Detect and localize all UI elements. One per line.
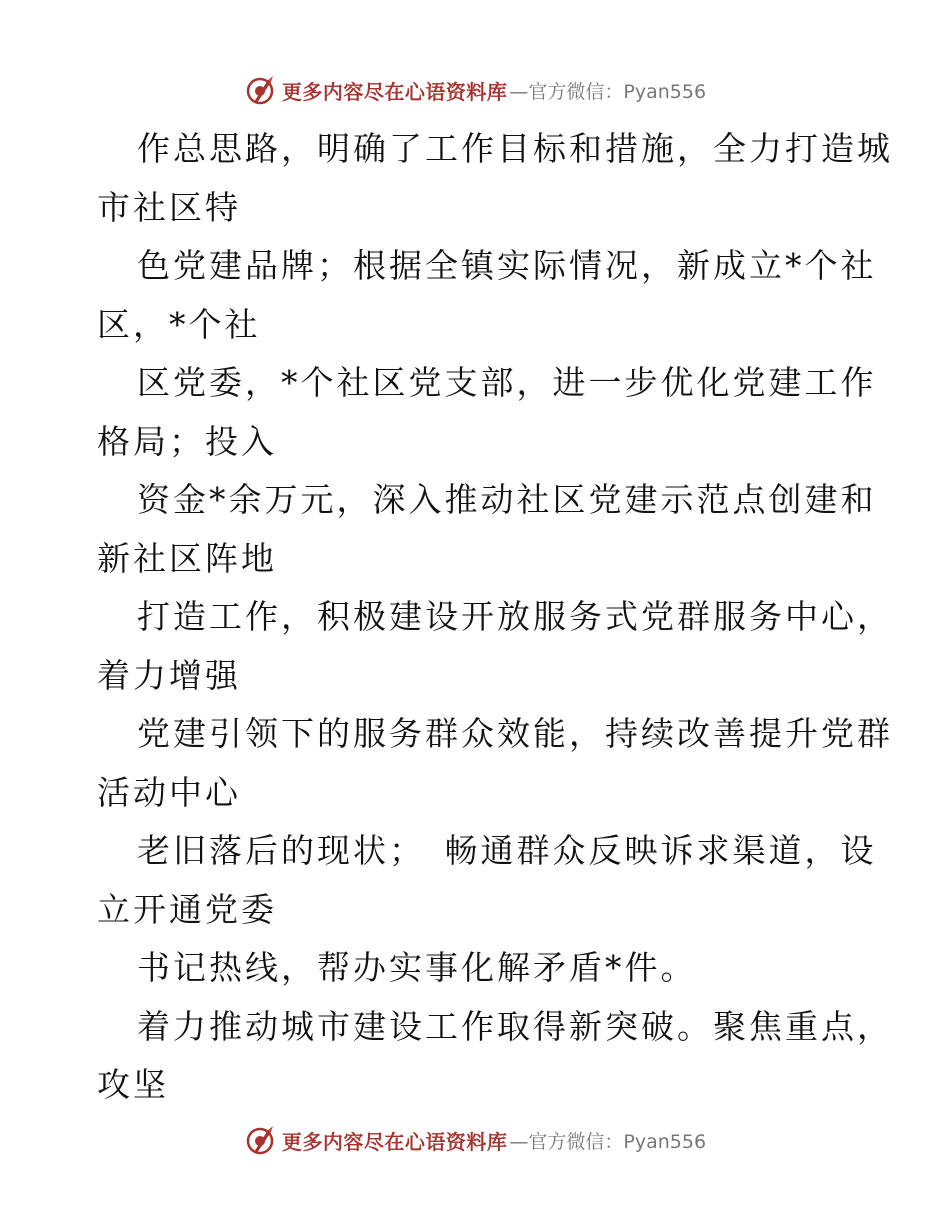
text-line: 格局；投入: [97, 421, 277, 461]
quill-pen-circle-icon: [244, 1124, 276, 1156]
text-line: 老旧落后的现状； 畅通群众反映诉求渠道，设: [137, 831, 877, 870]
text-line: 攻坚: [97, 1065, 169, 1104]
text-line: 区党委，*个社区党支部，进一步优化党建工作: [137, 363, 877, 402]
text-line: 新社区阵地: [97, 538, 277, 578]
text-line: 活动中心: [97, 772, 241, 812]
banner-title: 更多内容尽在心语资料库: [281, 79, 508, 104]
banner-contact: —官方微信：Pyan556: [509, 1130, 707, 1153]
banner-contact: —官方微信：Pyan556: [509, 80, 707, 103]
text-line: 资金*余万元，深入推动社区党建示范点创建和: [137, 480, 877, 519]
footer-banner: [0, 1120, 950, 1160]
text-line: 打造工作，积极建设开放服务式党群服务中心，: [137, 597, 893, 636]
text-line: 区，*个社: [97, 304, 261, 344]
text-line: 作总思路，明确了工作目标和措施，全力打造城: [137, 129, 893, 168]
text-line: 着力增强: [97, 655, 241, 695]
quill-pen-circle-icon: [244, 74, 276, 106]
text-line: 党建引领下的服务群众效能，持续改善提升党群: [137, 714, 893, 753]
banner-title: 更多内容尽在心语资料库: [281, 1129, 508, 1154]
document-body: [97, 120, 893, 1115]
text-line: 着力推动城市建设工作取得新突破。聚焦重点，: [137, 1006, 893, 1046]
header-banner: [0, 70, 950, 110]
text-line: 色党建品牌；根据全镇实际情况，新成立*个社: [137, 246, 877, 285]
text-line: 立开通党委: [97, 889, 277, 929]
text-line: 市社区特: [97, 187, 241, 227]
text-line: 书记热线，帮办实事化解矛盾*件。: [137, 948, 697, 987]
